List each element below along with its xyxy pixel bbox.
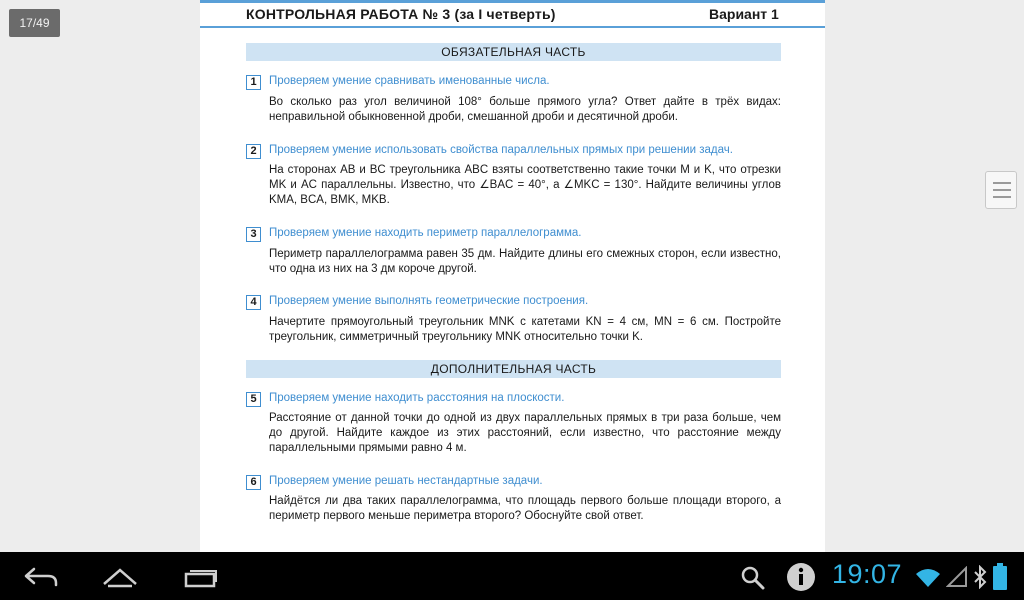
menu-icon-line bbox=[993, 189, 1011, 191]
page-title: КОНТРОЛЬНАЯ РАБОТА № 3 (за I четверть) bbox=[246, 6, 556, 22]
menu-icon-line bbox=[993, 196, 1011, 198]
menu-icon bbox=[993, 182, 1011, 184]
task-number: 3 bbox=[246, 227, 261, 242]
task-heading: Проверяем умение выполнять геометрические построения. bbox=[269, 295, 589, 307]
task-number: 2 bbox=[246, 144, 261, 159]
page-counter: 17/49 bbox=[9, 9, 60, 37]
search-icon[interactable] bbox=[740, 565, 766, 591]
back-icon[interactable] bbox=[22, 563, 60, 589]
signal-icon bbox=[946, 566, 968, 588]
home-icon[interactable] bbox=[100, 564, 140, 588]
task-heading: Проверяем умение сравнивать именованные числа. bbox=[269, 75, 550, 87]
task-text: Начертите прямоугольный треугольник MNK с катетами KN = 4 см, MN = 6 см. Постройте треугольник, симметричный треугольнику MNK относительно точки K. bbox=[269, 316, 781, 343]
info-icon[interactable] bbox=[786, 562, 816, 592]
document-page[interactable] bbox=[200, 0, 825, 552]
task-number: 5 bbox=[246, 392, 261, 407]
recent-apps-icon[interactable] bbox=[182, 564, 220, 590]
status-clock: 19:07 bbox=[832, 559, 903, 589]
task-heading: Проверяем умение находить расстояния на плоскости. bbox=[269, 392, 565, 404]
task-text: Расстояние от данной точки до одной из двух параллельных прямых в три раза больше, чем до другой. Найдите каждое из этих расстояний, если известно, что расстояние между параллельными прямыми равно 4 м. bbox=[269, 412, 781, 454]
task-heading: Проверяем умение решать нестандартные задачи. bbox=[269, 475, 543, 487]
task-heading: Проверяем умение находить периметр параллелограмма. bbox=[269, 227, 582, 239]
viewer-background-left bbox=[0, 0, 200, 552]
bluetooth-icon bbox=[973, 565, 987, 589]
task-number: 6 bbox=[246, 475, 261, 490]
header-rule bbox=[200, 26, 825, 28]
variant-label: Вариант 1 bbox=[709, 6, 779, 22]
task-text: На сторонах AB и BC треугольника ABC взяты соответственно такие точки M и K, что отрезки MK и AC параллельны. Известно, что ∠BAC = 40°, а ∠MKC = 130°. Найдите величины углов KMA, BCA, BMK, MKB. bbox=[269, 164, 781, 206]
wifi-icon bbox=[914, 566, 942, 588]
task-number: 4 bbox=[246, 295, 261, 310]
task-text: Во сколько раз угол величиной 108° больше прямого угла? Ответ дайте в трёх видах: неправильной обыкновенной дроби, смешанной дроби и десятичной дроби. bbox=[269, 96, 781, 123]
task-number: 1 bbox=[246, 75, 261, 90]
top-rule bbox=[200, 0, 825, 3]
task-text: Найдётся ли два таких параллелограмма, что площадь первого больше площади второго, а периметр первого меньше периметра второго? Обоснуйте свой ответ. bbox=[269, 495, 781, 522]
section-additional: ДОПОЛНИТЕЛЬНАЯ ЧАСТЬ bbox=[246, 360, 781, 378]
section-required: ОБЯЗАТЕЛЬНАЯ ЧАСТЬ bbox=[246, 43, 781, 61]
task-heading: Проверяем умение использовать свойства параллельных прямых при решении задач. bbox=[269, 144, 733, 156]
menu-handle-button[interactable] bbox=[985, 171, 1017, 209]
viewer-background-right bbox=[825, 0, 1024, 552]
battery-icon bbox=[992, 563, 1008, 591]
task-text: Периметр параллелограмма равен 35 дм. Найдите длины его смежных сторон, если известно, что одна из них на 3 дм короче другой. bbox=[269, 248, 781, 275]
